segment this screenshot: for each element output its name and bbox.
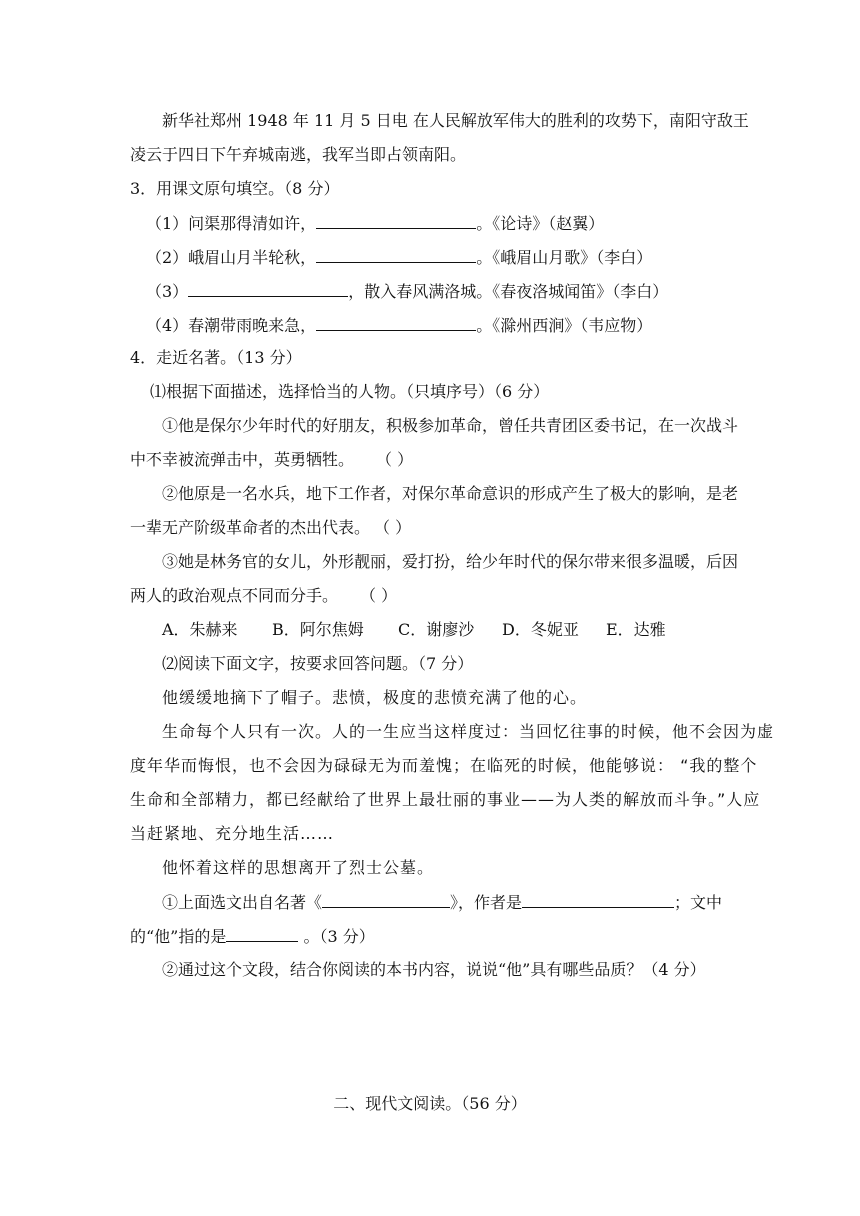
q4-option-b: B．阿尔焦姆: [272, 620, 364, 639]
q4-desc1-line1: ①他是保尔少年时代的好朋友，积极参加革命，曾任共青团区委书记，在一次战斗: [162, 416, 739, 435]
news-line-1: 新华社郑州 1948 年 11 月 5 日电 在人民解放军伟大的胜利的攻势下，南阳守敌王: [162, 111, 749, 130]
q3-item-4-post: 。《滁州西涧》（韦应物）: [476, 316, 653, 335]
q4-options: [162, 619, 666, 641]
passage-line-4: 生命和全部精力，都已经献给了世界上最壮丽的事业——为人类的解放而斗争。”人应: [130, 790, 761, 809]
q4-title: 4．走近名著。（13 分）: [130, 348, 302, 367]
q4-sub1: ⑴根据下面描述，选择恰当的人物。（只填序号）（6 分）: [150, 382, 550, 401]
q3-item-2-post: 。《峨眉山月歌》（李白）: [476, 248, 653, 267]
q3-item-3-blank[interactable]: [188, 280, 348, 297]
q4-desc2-line1: ②他原是一名水兵，地下工作者，对保尔革命意识的形成产生了极大的影响，是老: [162, 484, 739, 503]
q4-option-e: E．达雅: [606, 620, 666, 639]
passage-line-6: 他怀着这样的思想离开了烈士公墓。: [162, 858, 435, 877]
q4-option-a: A．朱赫来: [162, 620, 238, 639]
q3-item-3: [146, 280, 668, 303]
q4-desc1-line2: [130, 449, 413, 471]
q4-desc2-line2: [130, 517, 411, 539]
q3-item-1-post: 。《论诗》（赵翼）: [476, 214, 605, 233]
q4-answer1-text-a: ①上面选文出自名著《: [162, 893, 323, 912]
q3-item-2: [146, 246, 652, 269]
author-blank[interactable]: [522, 891, 674, 908]
passage-line-5: 当赶紧地、充分地生活……: [130, 824, 335, 843]
passage-line-1: 他缓缓地摘下了帽子。悲愤，极度的悲愤充满了他的心。: [162, 688, 588, 707]
q4-answer1-text-d: 的“他”指的是: [130, 927, 227, 946]
q3-item-2-pre: （2）峨眉山月半轮秋，: [146, 248, 317, 267]
q4-sub2: ⑵阅读下面文字，按要求回答问题。（7 分）: [162, 654, 474, 673]
q4-desc3-line2: [130, 585, 397, 607]
q3-title: 3．用课文原句填空。（8 分）: [130, 179, 340, 198]
q3-item-4-pre: （4）春潮带雨晚来急，: [146, 316, 317, 335]
q4-desc2-answer-paren[interactable]: （ ）: [374, 518, 412, 537]
q3-item-3-post: ，散入春风满洛城。《春夜洛城闻笛》（李白）: [348, 282, 669, 301]
q4-desc2-text: 一辈无产阶级革命者的杰出代表。: [130, 518, 371, 537]
q4-answer1-text-b: 》，作者是: [450, 893, 523, 912]
q3-item-4: [146, 314, 652, 337]
q4-desc1-text: 中不幸被流弹击中，英勇牺牲。: [130, 450, 355, 469]
q4-desc3-line1: ③她是林务官的女儿，外形靓丽，爱打扮，给少年时代的保尔带来很多温暖，后因: [162, 552, 739, 571]
q4-desc3-answer-paren[interactable]: （ ）: [360, 586, 398, 605]
q4-answer1-text-e: 。（3 分）: [298, 927, 375, 946]
q4-desc1-answer-paren[interactable]: （ ）: [376, 450, 414, 469]
q4-option-c: C．谢廖沙: [398, 620, 475, 639]
q3-item-4-blank[interactable]: [316, 314, 476, 331]
news-line-2: 凌云于四日下午弃城南逃，我军当即占领南阳。: [130, 145, 467, 164]
who-is-he-blank[interactable]: [226, 925, 298, 942]
q4-answer1-line1: [162, 891, 722, 914]
q3-item-1-pre: （1）问渠那得清如许，: [146, 214, 317, 233]
q3-item-1-blank[interactable]: [316, 212, 476, 229]
q4-answer1-line2: [130, 925, 375, 948]
q3-item-3-pre: （3）: [146, 282, 189, 301]
passage-line-3: 度年华而悔恨，也不会因为碌碌无为而羞愧；在临死的时候，他能够说： “我的整个: [130, 756, 758, 775]
passage-line-2: 生命每个人只有一次。人的一生应当这样度过：当回忆往事的时候，他不会因为虚: [162, 722, 775, 741]
q4-answer1-text-c: ；文中: [674, 893, 723, 912]
q4-answer2: ②通过这个文段，结合你阅读的本书内容，说说“他”具有哪些品质？（4 分）: [162, 960, 706, 979]
q3-item-2-blank[interactable]: [316, 246, 476, 263]
q3-item-1: [146, 212, 604, 235]
q4-desc3-text: 两人的政治观点不同而分手。: [130, 586, 339, 605]
section-2-heading: 二、现代文阅读。（56 分）: [333, 1094, 527, 1113]
q4-option-d: D．冬妮亚: [502, 620, 579, 639]
book-title-blank[interactable]: [322, 891, 450, 908]
